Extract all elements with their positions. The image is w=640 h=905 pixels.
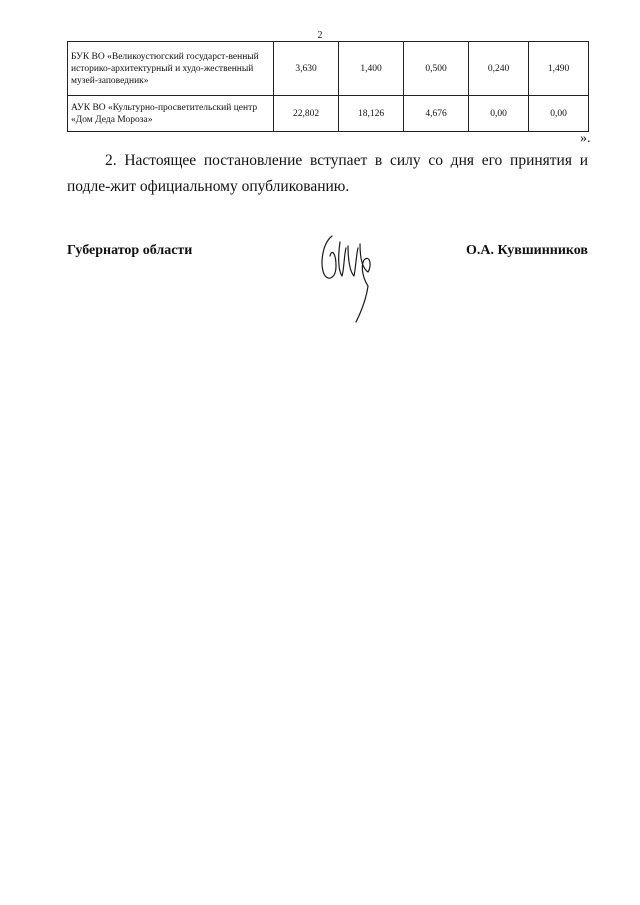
table-row [68,96,589,132]
table-row [68,42,589,96]
value-cell: 0,00 [529,96,589,132]
value-cell: 1,490 [529,42,589,96]
signer-name: О.А. Кувшинников [465,243,588,258]
value-cell: 18,126 [339,96,404,132]
body-paragraph: 2. Настоящее постановление вступает в силу со дня его принятия и подле-жит официальному опубликованию. [67,152,588,195]
value-cell: 1,400 [339,42,404,96]
handwritten-signature [318,226,380,326]
value-cell: 0,240 [469,42,529,96]
signer-title: Губернатор области [67,243,193,258]
closing-quote: ». [580,131,591,146]
page-number: 2 [317,30,323,41]
value-cell: 3,630 [274,42,339,96]
org-name-cell: БУК ВО «Великоустюгский государст-венный историко-архитектурный и худо-жественный музей-заповедник» [68,42,274,96]
funding-table [67,41,589,132]
value-cell: 0,500 [404,42,469,96]
value-cell: 22,802 [274,96,339,132]
value-cell: 4,676 [404,96,469,132]
value-cell: 0,00 [469,96,529,132]
org-name-cell: АУК ВО «Культурно-просветительский центр «Дом Деда Мороза» [68,96,274,132]
